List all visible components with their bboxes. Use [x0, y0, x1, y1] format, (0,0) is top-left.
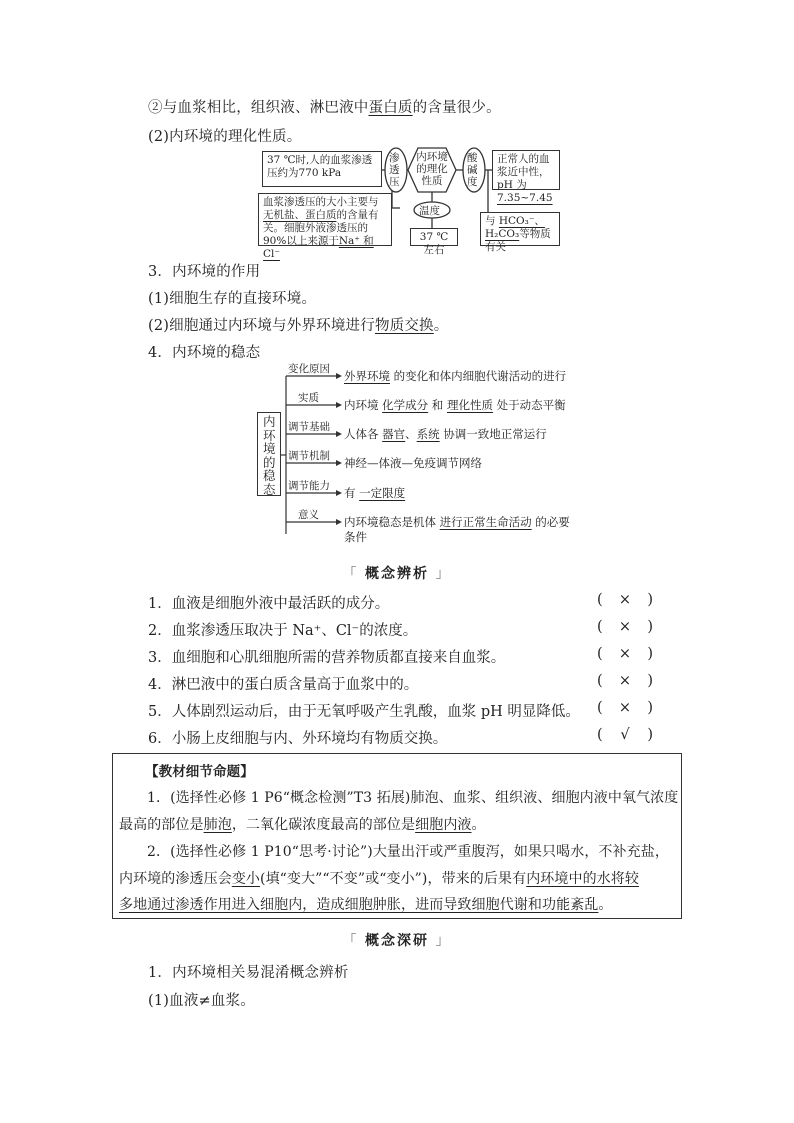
analysis-item: 5．人体剧烈运动后，由于无氧呼吸产生乳酸，血浆 pH 明显降低。 — [148, 704, 580, 720]
branch-arrowhead — [336, 431, 342, 437]
intro-line-1: ②与血浆相比，组织液、淋巴液中蛋白质的含量很少。 — [148, 100, 501, 116]
branch-text: 内环境 化学成分 和 理化性质 处于动态平衡 — [344, 398, 566, 412]
analysis-item: 3．血细胞和心肌细胞所需的营养物质都直接来自血浆。 — [148, 650, 506, 666]
intro-line-2: (2)内环境的理化性质。 — [148, 129, 302, 145]
box-plasma-pressure: 37 ℃时,人的血浆渗透压约为770 kPa — [262, 151, 382, 187]
deep-item1-1: (1)血液≠血浆。 — [148, 993, 255, 1009]
branch-arrowhead — [336, 460, 342, 466]
branch-text-cont: 条件 — [344, 530, 367, 544]
branch-label: 调节机制 — [288, 450, 330, 462]
analysis-item: 2．血浆渗透压取决于 Na⁺、Cl⁻的浓度。 — [148, 623, 418, 639]
detail-q1-line1: 1．(选择性必修 1 P6“概念检测”T3 拓展)肺泡、血浆、组织液、细胞内液中氧气浓度 — [147, 790, 679, 806]
analysis-answer: ( × ) — [597, 646, 653, 662]
branch-text: 有 一定限度 — [344, 486, 406, 500]
branch-label: 调节基础 — [288, 421, 330, 433]
section4-title: 4．内环境的稳态 — [148, 345, 261, 361]
section3-title: 3．内环境的作用 — [148, 264, 261, 280]
branch-text: 神经—体液—免疫调节网络 — [344, 456, 482, 470]
detail-q2-line2: 内环境的渗透压会变小(填“变大”“不变”或“变小”)，带来的后果有内环境中的水将较 — [119, 871, 639, 887]
section3-item1: (1)细胞生存的直接环境。 — [148, 291, 317, 307]
branch-arrowhead — [336, 402, 342, 408]
analysis-item: 4．淋巴液中的蛋白质含量高于血浆中的。 — [148, 677, 419, 693]
analysis-item: 6．小肠上皮细胞与内、外环境均有物质交换。 — [148, 731, 448, 747]
branch-text: 外界环境 的变化和体内细胞代谢活动的进行 — [344, 369, 567, 383]
branch-arrowhead — [336, 519, 342, 525]
oval-temperature-label: 温度 — [419, 205, 440, 217]
section3-item2: (2)细胞通过内环境与外界环境进行物质交换。 — [148, 318, 449, 334]
homeostasis-root: 内环境的稳态 — [257, 412, 281, 496]
oval-osmotic-label: 渗透压 — [389, 152, 400, 188]
branch-label: 意义 — [298, 509, 319, 521]
heading-concept-analysis: 「 概念辨析 」 — [342, 566, 452, 582]
branch-arrowhead — [336, 373, 342, 379]
detail-q2-line1: 2．(选择性必修 1 P10“思考·讨论”)大量出汗或严重腹泻，如果只喝水，不补充盐， — [147, 844, 669, 860]
underline-protein: 蛋白质 — [368, 100, 413, 116]
heading-concept-deep: 「 概念深研 」 — [342, 933, 452, 949]
branch-label: 变化原因 — [288, 363, 330, 375]
branch-text: 内环境稳态是机体 进行正常生命活动 的必要 — [344, 515, 570, 529]
box-buffer: 与 HCO₃⁻、H₂CO₃等物质有关 — [480, 212, 560, 246]
branch-label: 调节能力 — [288, 480, 330, 492]
detail-q2-line3: 多地通过渗透作用进入细胞内，造成细胞肿胀，进而导致细胞代谢和功能紊乱。 — [119, 897, 613, 913]
diagram2-connectors — [0, 0, 794, 560]
analysis-answer: ( × ) — [597, 700, 653, 716]
analysis-answer: ( × ) — [597, 592, 653, 608]
deep-item1: 1．内环境相关易混淆概念辨析 — [148, 965, 349, 981]
analysis-answer: ( × ) — [597, 619, 653, 635]
branch-arrowhead — [336, 490, 342, 496]
branch-text: 人体各 器官、系统 协调一致地正常运行 — [344, 427, 547, 441]
analysis-answer: ( √ ) — [597, 727, 653, 743]
textbook-detail-box — [112, 753, 682, 919]
box-temperature: 37 ℃左右 — [410, 228, 458, 246]
oval-acidity-label: 酸碱度 — [467, 152, 478, 188]
box-osmotic-detail: 血浆渗透压的大小主要与无机盐、蛋白质的含量有关。细胞外液渗透压的90%以上来源于Na⁺ 和 Cl⁻ — [258, 193, 392, 246]
analysis-answer: ( × ) — [597, 673, 653, 689]
analysis-item: 1．血液是细胞外液中最活跃的成分。 — [148, 596, 390, 612]
detail-title: 【教材细节命题】 — [145, 764, 254, 780]
box-ph: 正常人的血浆近中性，pH 为7.35~7.45 — [492, 150, 560, 190]
hexagon-label: 内环境的理化性质 — [416, 151, 448, 187]
detail-q1-line2: 最高的部位是肺泡，二氧化碳浓度最高的部位是细胞内液。 — [119, 817, 486, 833]
branch-label: 实质 — [298, 392, 319, 404]
